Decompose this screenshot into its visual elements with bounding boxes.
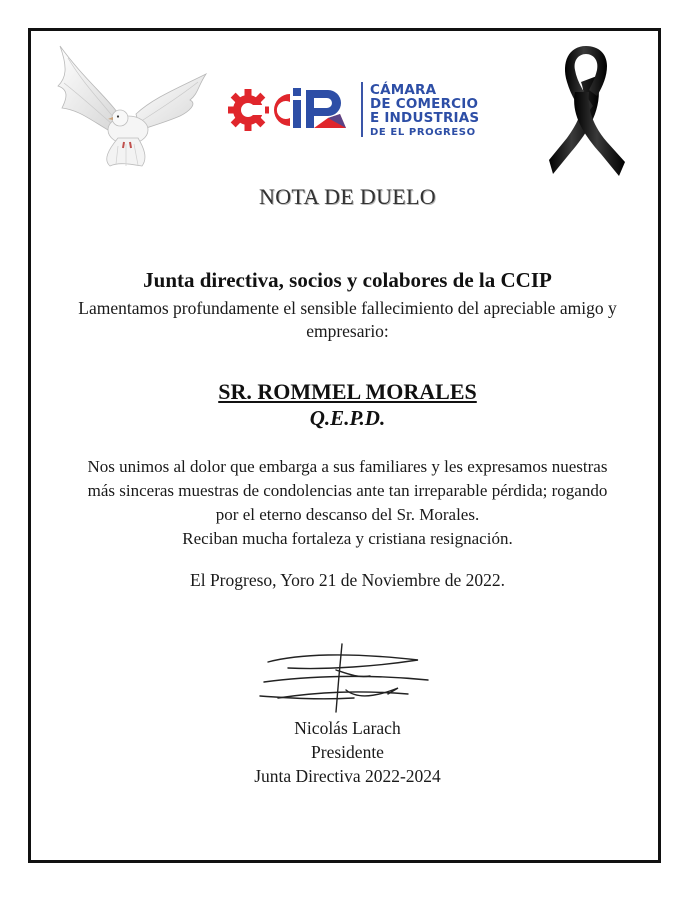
place-date: El Progreso, Yoro 21 de Noviembre de 2022. bbox=[190, 570, 505, 590]
logo-text-line3: E INDUSTRIAS bbox=[370, 110, 480, 126]
body-line: más sinceras muestras de condolencias ante tan irreparable pérdida; rogando bbox=[87, 481, 608, 500]
intro-line: empresario: bbox=[306, 321, 389, 341]
intro-line: Lamentamos profundamente el sensible fallecimiento del apreciable amigo y bbox=[78, 298, 617, 318]
qepd-text: Q.E.P.D. bbox=[309, 406, 386, 430]
deceased-name: SR. ROMMEL MORALES bbox=[218, 379, 477, 404]
subtitle: Junta directiva, socios y colabores de la CCIP bbox=[143, 268, 552, 292]
signatory-name: Nicolás Larach bbox=[294, 718, 401, 738]
signatory-board: Junta Directiva 2022-2024 bbox=[254, 766, 441, 786]
body-line: Nos unimos al dolor que embarga a sus familiares y les expresamos nuestras bbox=[87, 457, 608, 476]
logo-text-line4: DE EL PROGRESO bbox=[370, 127, 476, 138]
page-title: NOTA DE DUELO bbox=[259, 184, 436, 209]
dove-icon bbox=[48, 38, 208, 173]
signature bbox=[258, 640, 436, 720]
logo-text-line1: CÁMARA bbox=[370, 82, 437, 98]
logo-divider bbox=[361, 82, 363, 137]
body-line: Reciban mucha fortaleza y cristiana resignación. bbox=[182, 529, 513, 548]
ccip-logo bbox=[228, 80, 358, 138]
signatory-role: Presidente bbox=[311, 742, 384, 762]
body-line: por el eterno descanso del Sr. Morales. bbox=[215, 505, 480, 524]
ccip-logo-text bbox=[370, 83, 479, 140]
logo-text-line2: DE COMERCIO bbox=[370, 96, 479, 112]
mourning-ribbon-icon bbox=[545, 42, 627, 180]
